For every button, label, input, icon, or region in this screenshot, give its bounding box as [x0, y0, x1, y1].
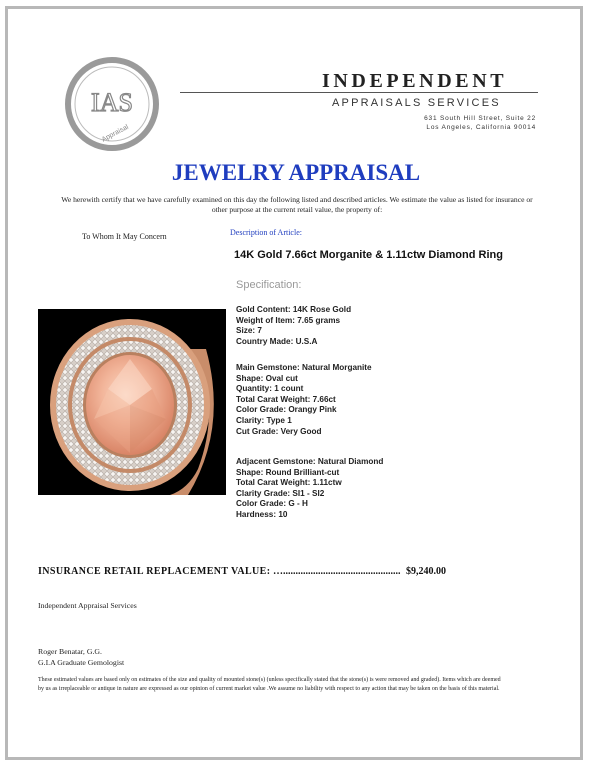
value-amount: $9,240.00 — [405, 566, 446, 577]
logo-letters: IAS — [91, 88, 133, 117]
spec-line: Color Grade: G - H — [236, 499, 308, 509]
recipient: To Whom It May Concern — [82, 232, 167, 241]
spec-line: Hardness: 10 — [236, 509, 288, 519]
disclaimer-text: These estimated values are based only on estimates of the size and quality of mounted stone(s) (unless specifically stated that the stone(s) is were removed and graded). Items which are deemed by us as irreplaceable or antique in nature are expressed as our opinion of current market value .We assume no liability with respect to any action that may be taken on the basis of this material. — [38, 677, 501, 692]
spec-line: Size: 7 — [236, 326, 262, 336]
spec-line: Color Grade: Orangy Pink — [236, 405, 337, 415]
spec-line: Cut Grade: Very Good — [236, 426, 322, 436]
gold-specs — [236, 305, 351, 347]
specification-heading: Specification: — [236, 279, 302, 291]
ring-photo — [38, 309, 226, 495]
signatory-name: Roger Benatar, G.G. — [38, 647, 102, 656]
ias-logo — [64, 56, 160, 152]
spec-line: Shape: Round Brilliant-cut — [236, 467, 340, 477]
spec-line: Shape: Oval cut — [236, 373, 298, 383]
spec-line: Clarity Grade: SI1 - SI2 — [236, 488, 325, 498]
spec-line: Country Made: U.S.A — [236, 336, 318, 346]
item-title: 14K Gold 7.66ct Morganite & 1.11ctw Diamond Ring — [234, 249, 503, 261]
company-address-line1: 631 South Hill Street, Suite 22 — [424, 115, 536, 122]
signatory-title: G.I.A Graduate Gemologist — [38, 658, 125, 667]
certification-text: We herewith certify that we have carefully examined on this day the following listed and described articles. We estimate the value as listed for insurance or other purpose at the current retail value, the property of: — [61, 195, 533, 214]
adjacent-gemstone-specs — [236, 457, 383, 521]
main-gemstone-specs — [236, 363, 372, 437]
company-name: INDEPENDENT — [322, 70, 508, 92]
spec-line: Gold Content: 14K Rose Gold — [236, 305, 352, 314]
spec-line: Clarity: Type 1 — [236, 415, 292, 425]
document-title: JEWELRY APPRAISAL — [171, 160, 421, 185]
description-label: Description of Article: — [230, 228, 302, 237]
spec-line: Quantity: 1 count — [236, 384, 304, 394]
issuer-name: Independent Appraisal Services — [38, 601, 137, 610]
insurance-value-line — [38, 566, 446, 577]
value-dots: …............................................... — [272, 566, 401, 577]
spec-line: Total Carat Weight: 7.66ct — [236, 394, 336, 404]
logo-ring-text: Appraisal — [100, 123, 130, 144]
value-label: INSURANCE RETAIL REPLACEMENT VALUE: — [38, 566, 271, 577]
company-address-line2: Los Angeles, California 90014 — [426, 124, 536, 131]
spec-line: Adjacent Gemstone: Natural Diamond — [236, 457, 384, 466]
spec-line: Main Gemstone: Natural Morganite — [236, 363, 372, 372]
spec-line: Weight of Item: 7.65 grams — [236, 315, 341, 325]
spec-line: Total Carat Weight: 1.11ctw — [236, 478, 342, 488]
company-subtitle: APPRAISALS SERVICES — [332, 97, 501, 109]
